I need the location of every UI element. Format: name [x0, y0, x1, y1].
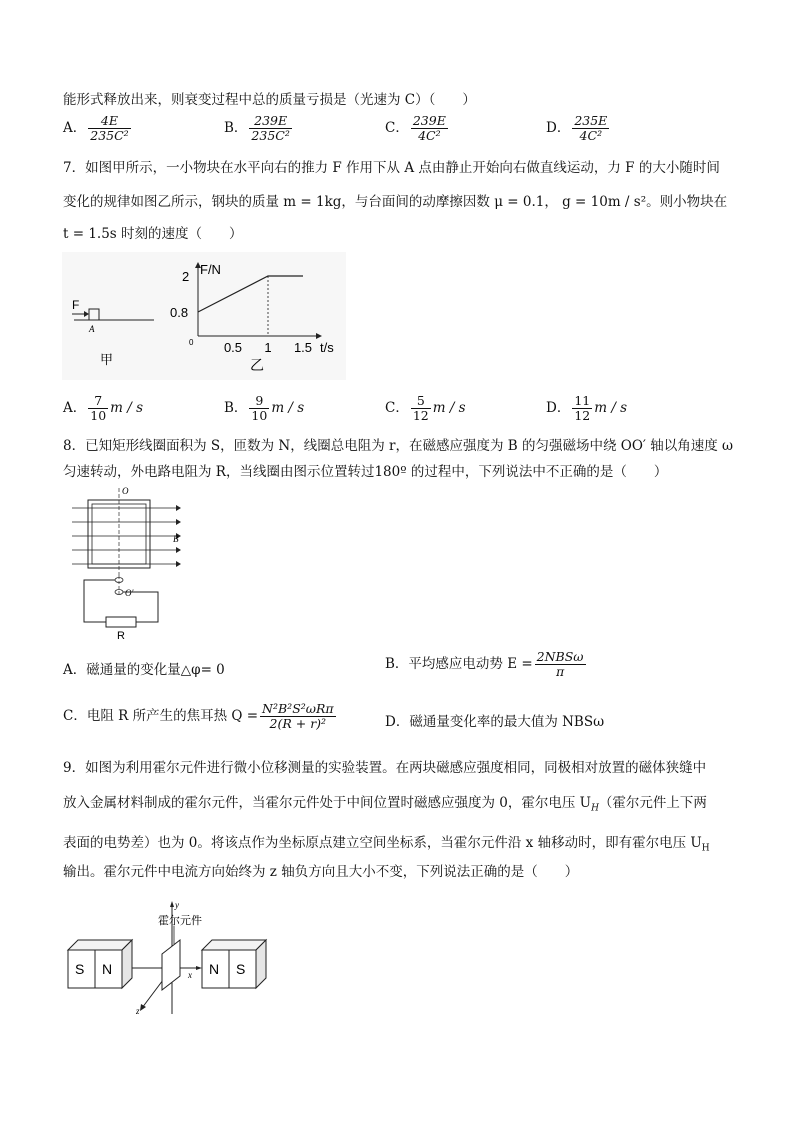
q8-stem-line2: 匀速转动，外电路电阻为 R，当线圈由图示位置转过180º 的过程中，下列说法中不正确的是（ ） — [63, 464, 668, 480]
resistor-label: R — [117, 630, 125, 642]
q7-option-d[interactable]: D． $\frac{11}{12}$ m / s — [546, 393, 628, 423]
block — [89, 309, 99, 320]
point-a-label: A — [89, 324, 95, 334]
q6-option-c[interactable]: C． $\frac{239E}{\text{4C²}}$ — [385, 113, 446, 143]
axis-top-label: O — [122, 486, 129, 496]
q7-figure-svg — [62, 252, 346, 380]
y-axis-label: y — [175, 900, 179, 910]
right-magnet — [202, 940, 266, 988]
resistor — [106, 617, 136, 627]
x-axis-label: x — [188, 970, 192, 980]
q6-option-d[interactable]: D． $\frac{235E}{\text{4C²}}$ — [546, 113, 608, 143]
z-axis-label: z — [136, 1006, 140, 1016]
circuit-left — [84, 580, 115, 622]
q7-option-b[interactable]: B． $\frac{9}{10}$ m / s — [224, 393, 305, 423]
caption-jia: 甲 — [100, 353, 114, 368]
right-magnet-s: S — [236, 961, 246, 977]
x-axis-arrow — [316, 333, 322, 339]
q8-option-b[interactable]: B．平均感应电动势 E = $\frac{\text{2NBSω}}{\pi}$ — [385, 649, 584, 679]
q8-option-a[interactable]: A．磁通量的变化量△φ= 0 — [63, 662, 225, 678]
left-magnet — [68, 940, 132, 988]
q8-option-d[interactable]: D．磁通量变化率的最大值为 NBSω — [385, 714, 605, 730]
q7-option-a[interactable]: A． $\frac{7}{10}$ m / s — [63, 393, 144, 423]
y-axis-label: F/N — [200, 262, 221, 277]
q9-stem-line1: 9．如图为利用霍尔元件进行微小位移测量的实验装置。在两块磁感应强度相同，同极相对放置的磁体狭缝中 — [63, 760, 707, 776]
y-tick-0-8: 0.8 — [170, 305, 189, 320]
q7-stem-line1: 7．如图甲所示，一小物块在水平向右的推力 F 作用下从 A 点由静止开始向右做直线运动，力 F 的大小随时间 — [63, 160, 720, 176]
x-axis-label: t/s — [320, 340, 334, 355]
force-time-chart — [170, 262, 334, 374]
q9-stem-line2: 放入金属材料制成的霍尔元件，当霍尔元件处于中间位置时磁感应强度为 0，霍尔电压 $U_H$（霍尔元件上下两 — [63, 795, 707, 814]
push-arrow-head — [84, 311, 89, 317]
q9-stem-line3: 表面的电势差）也为 0。将该点作为坐标原点建立空间坐标系，当霍尔元件沿 x 轴移动时，即有霍尔电压 $U_H$ — [63, 835, 710, 854]
x-tick-1: 1 — [264, 340, 272, 355]
q7-figure — [62, 252, 346, 380]
x-tick-1-5: 1.5 — [293, 340, 313, 355]
force-label: F — [72, 298, 80, 312]
hall-element-label: 霍尔元件 — [158, 914, 202, 927]
q9-stem-line4: 输出。霍尔元件中电流方向始终为 z 轴负方向且大小不变，下列说法正确的是（ ） — [63, 864, 579, 880]
left-magnet-s: S — [75, 961, 85, 977]
q8-figure-svg — [66, 484, 196, 642]
axis-bottom-label: O′ — [125, 588, 134, 598]
q7-stem-line3: t = 1.5s 时刻的速度（ ） — [63, 226, 243, 242]
q9-figure — [62, 898, 274, 1020]
field-label: B — [173, 534, 179, 544]
q6-stem: 能形式释放出来，则衰变过程中总的质量亏损是（光速为 C）（ ） — [63, 92, 476, 108]
q6-option-b[interactable]: B． $\frac{239E}{\text{235C²}}$ — [224, 113, 290, 143]
q9-figure-svg — [62, 898, 274, 1020]
origin-label: 0 — [189, 338, 194, 347]
q7-stem-line2: 变化的规律如图乙所示，钢块的质量 m = 1kg，与台面间的动摩擦因数 μ = 0.1， g = 10m / s²。则小物块在 — [63, 194, 728, 210]
force-series-line — [198, 276, 303, 312]
left-magnet-n: N — [102, 961, 113, 977]
hall-element — [162, 940, 180, 990]
caption-yi: 乙 — [250, 358, 264, 374]
y-tick-2: 2 — [182, 269, 190, 284]
q8-option-c[interactable]: C．电阻 R 所产生的焦耳热 Q = $\frac{\text{N²B²S²ωRπ}}{\text{2(R + r)²}}$ — [63, 701, 334, 731]
q7-option-c[interactable]: C． $\frac{5}{12}$ m / s — [385, 393, 466, 423]
q8-figure — [66, 484, 196, 642]
q8-stem-line1: 8．已知矩形线圈面积为 S，匝数为 N，线圈总电阻为 r，在磁感应强度为 B 的匀强磁场中绕 OO′ 轴以角速度 ω — [63, 438, 734, 454]
right-magnet-n: N — [209, 961, 220, 977]
x-tick-0-5: 0.5 — [223, 340, 243, 355]
q6-option-a[interactable]: A． $\frac{4E}{\text{235C²}}$ — [63, 113, 129, 143]
